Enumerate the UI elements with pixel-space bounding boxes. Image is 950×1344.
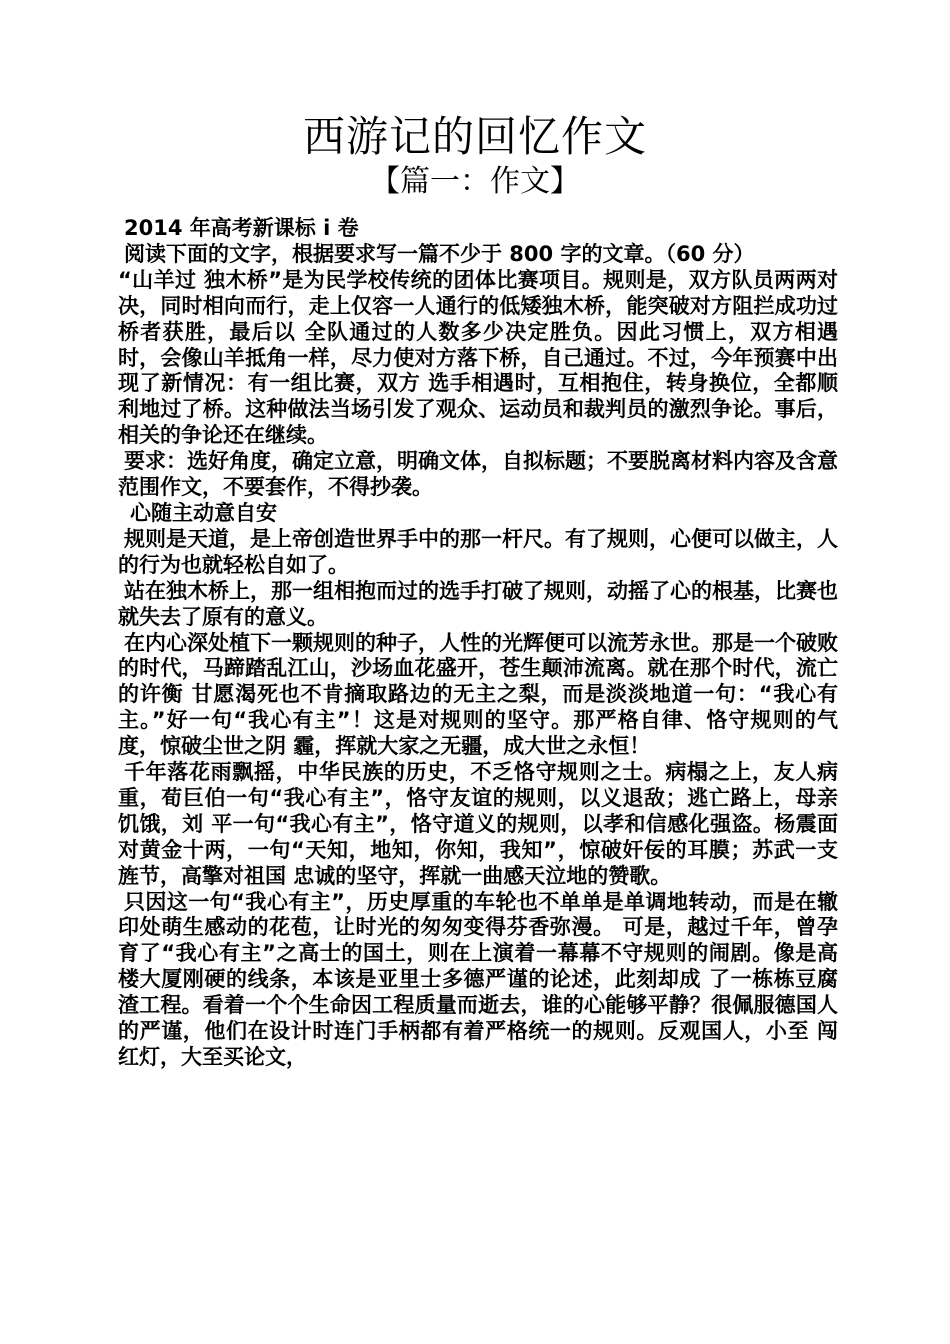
essay-title: 心随主动意自安: [130, 500, 277, 525]
prompt-requirements: 要求：选好角度，确定立意，明确文体，自拟标题；不要脱离材料内容及含意范围作文，不要套作，不得抄袭。: [118, 449, 838, 500]
document-subtitle: 【篇一：作文】: [370, 164, 580, 199]
essay-paragraph: 只因这一句“我心有主”，历史厚重的车轮也不单单是单调地转动，而是在辙印处萌生感动的花苞，让时光的匆匆变得芬香弥漫。 可是，越过千年，曾孕育了“我心有主”之高士的国土，则在上演着一幕幕不守规则的闹剧。像是高楼大厦刚硬的线条，本该是亚里士多德严谨的论述，此刻却成 了一栋栋豆腐渣工程。看着一个个生命因工程质量而逝去，谁的心能够平静？很佩服德国人的严谨，他们在设计时连门手柄都有着严格统一的规则。反观国人，小至 闯红灯，大至买论文，: [118, 889, 838, 1069]
document-title: 西游记的回忆作文: [302, 112, 647, 161]
essay-paragraph: 规则是天道，是上帝创造世界手中的那一杆尺。有了规则，心便可以做主，人的行为也就轻松自如了。: [118, 526, 838, 577]
document-body: [118, 216, 838, 1071]
essay-paragraph: 站在独木桥上，那一组相抱而过的选手打破了规则，动摇了心的根基，比赛也就失去了原有的意义。: [118, 578, 838, 629]
exam-heading: 2014 年高考新课标 i 卷: [124, 216, 359, 240]
prompt-instruction: 阅读下面的文字，根据要求写一篇不少于 800 字的文章。（60 分）: [124, 241, 755, 266]
essay-paragraph: 千年落花雨飘摇，中华民族的历史，不乏恪守规则之士。病榻之上，友人病重，荀巨伯一句“我心有主”，恪守友谊的规则，以义退敌；逃亡路上，母亲饥饿，刘 平一句“我心有主”，恪守道义的规则，以孝和信感化强盗。杨震面对黄金十两，一句“天知，地知，你知，我知”，惊破奸佞的耳膜；苏武一支旌节，高擎对祖国 忠诚的坚守，挥就一曲感天泣地的赞歌。: [118, 760, 838, 888]
essay-paragraph: 在内心深处植下一颗规则的种子，人性的光辉便可以流芳永世。那是一个破败的时代，马蹄踏乱江山，沙场血花盛开，苍生颠沛流离。就在那个时代，流亡的许衡 甘愿渴死也不肯摘取路边的无主之梨，而是淡淡地道一句：“我心有主。”好一句“我心有主”！这是对规则的坚守。那严格自律、恪守规则的气度，惊破尘世之阴 霾，挥就大家之无疆，成大世之永恒！: [118, 630, 838, 759]
prompt-material: “山羊过 独木桥”是为民学校传统的团体比赛项目。规则是，双方队员两两对决，同时相向而行，走上仅容一人通行的低矮独木桥，能突破对方阻拦成功过桥者获胜，最后以 全队通过的人数多少决定胜负。因此习惯上，双方相遇时，会像山羊抵角一样，尽力使对方落下桥，自己通过。不过，今年预赛中出现了新情况：有一组比赛，双方 选手相遇时，互相抱住，转身换位，全都顺利地过了桥。这种做法当场引发了观众、运动员和裁判员的激烈争论。事后，相关的争论还在继续。: [118, 267, 838, 448]
